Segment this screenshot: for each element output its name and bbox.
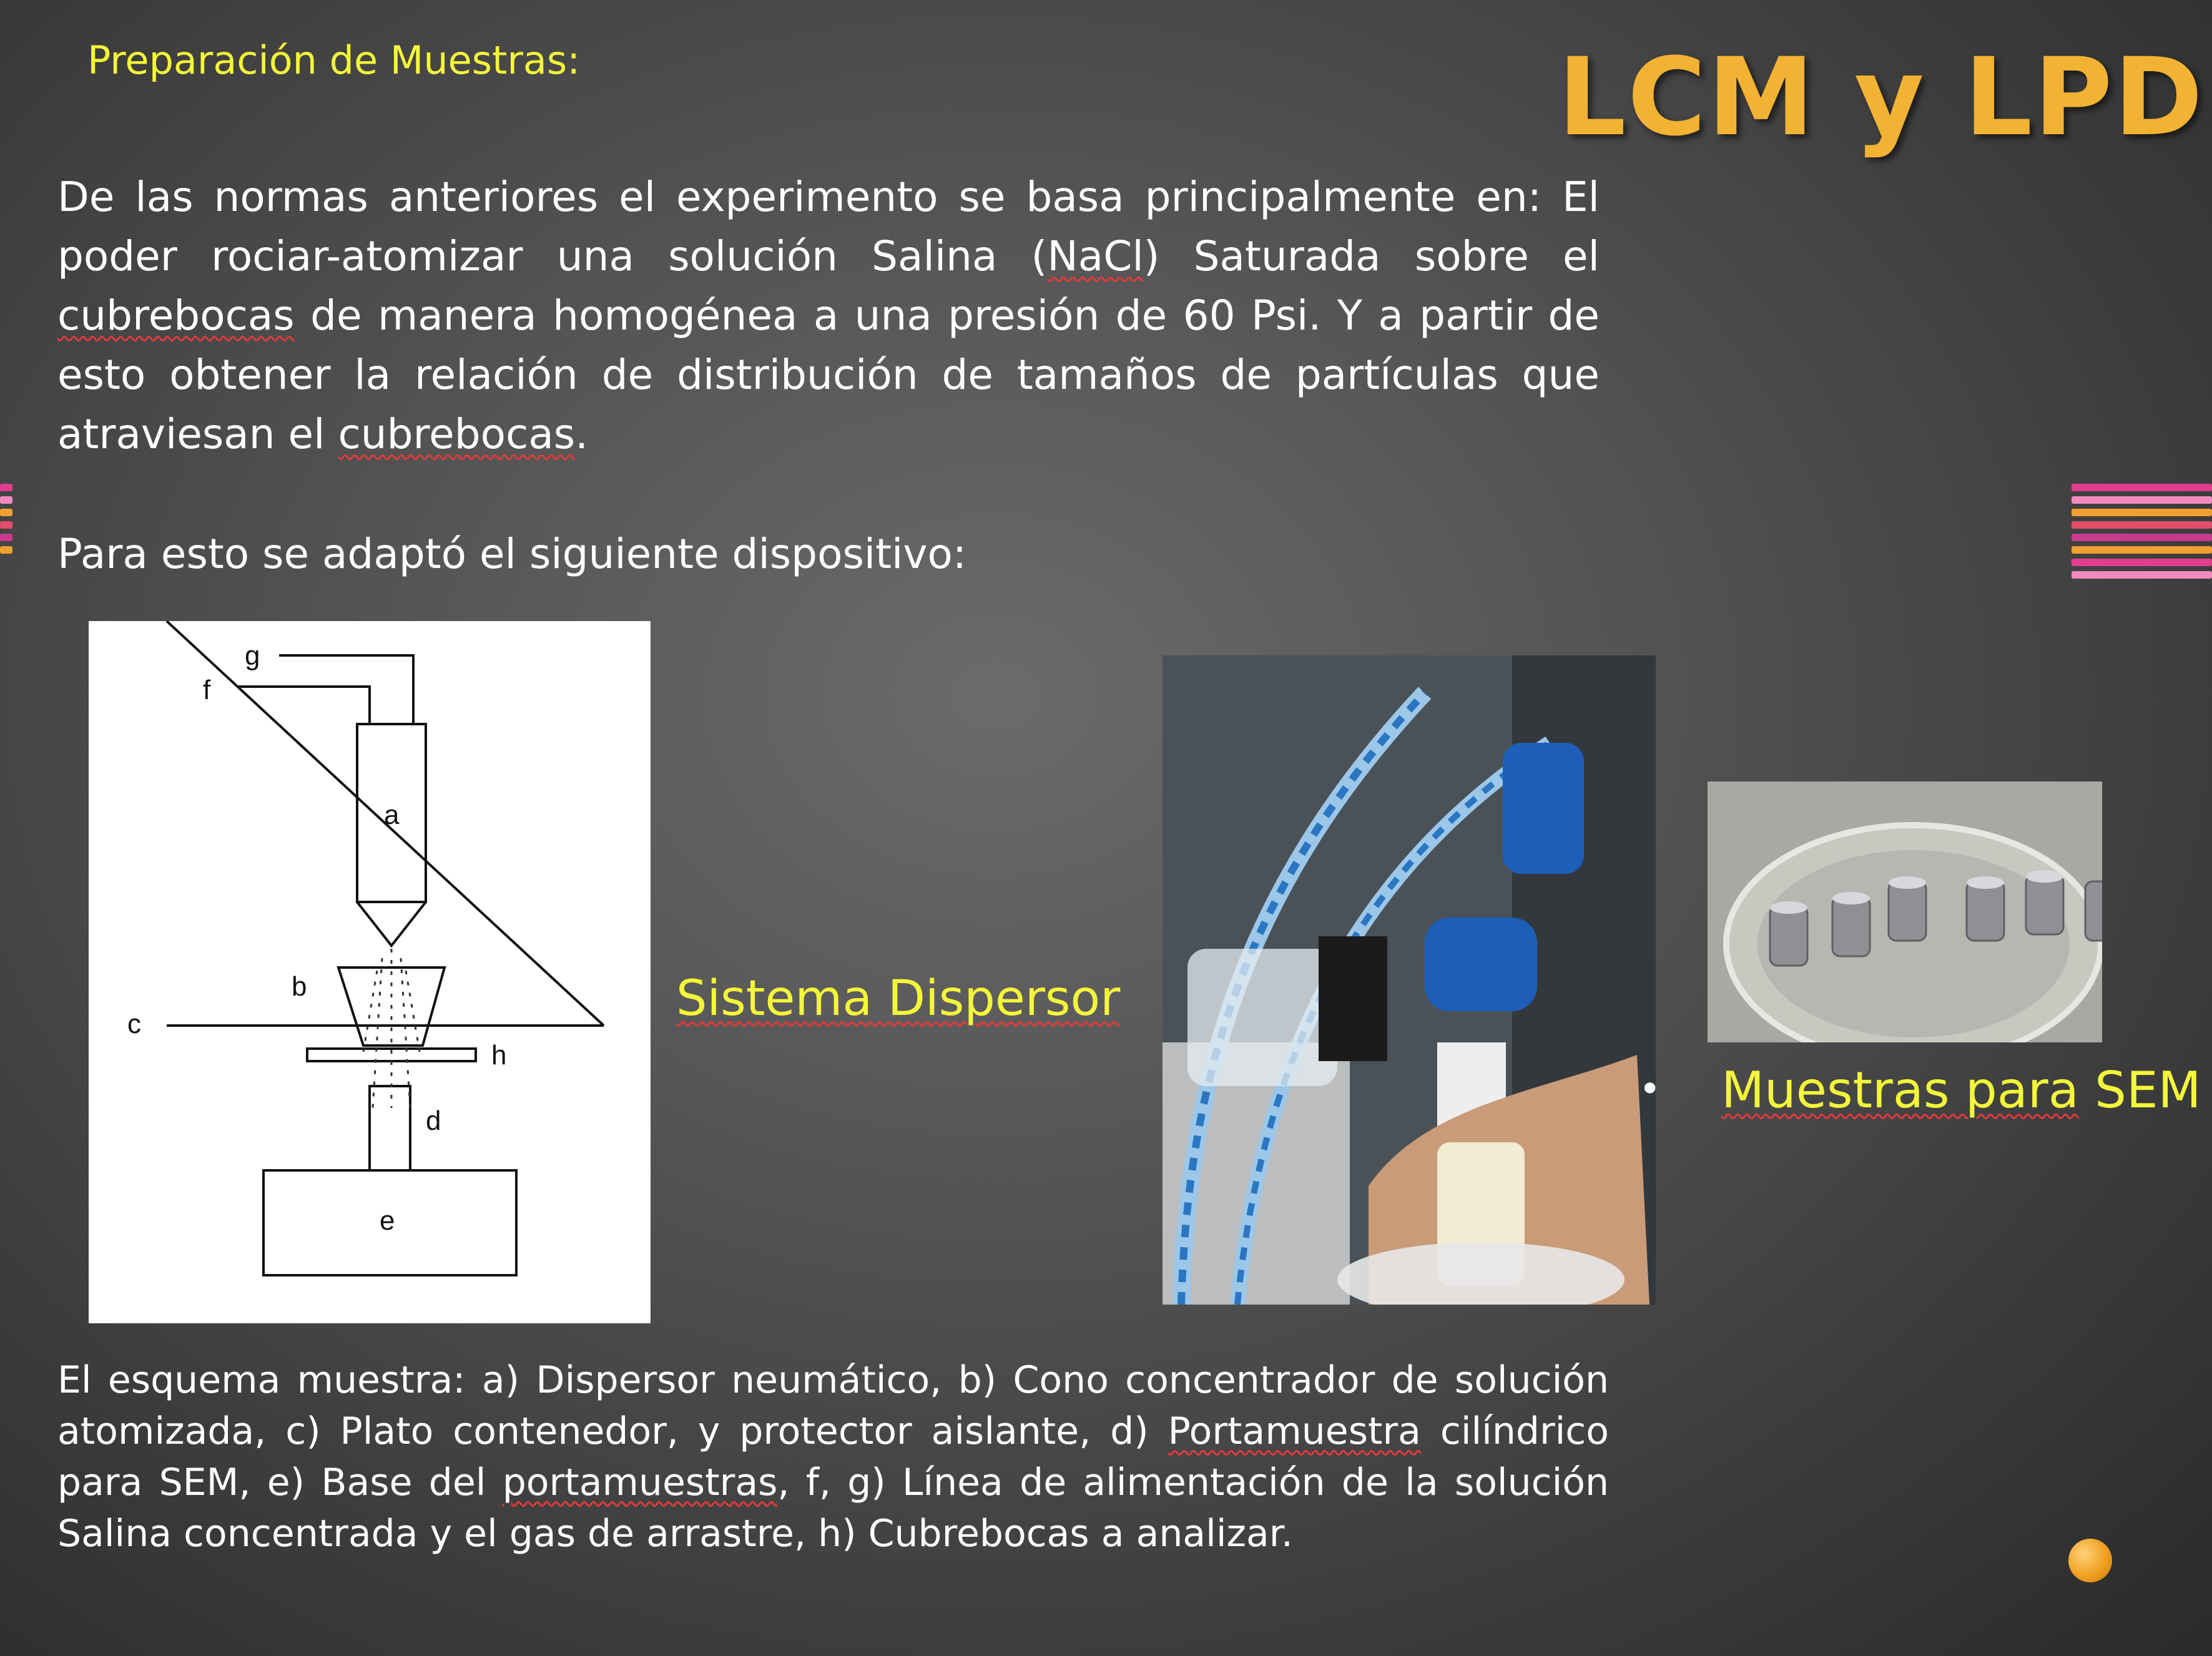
cubrebocas-term-1: cubrebocas	[57, 292, 295, 340]
dispersor-photo-svg	[1163, 655, 1656, 1305]
sistema-dispersor-label: Sistema Dispersor	[676, 971, 1121, 1027]
intro-text-4: .	[575, 410, 589, 458]
nacl-term: NaCl	[1047, 232, 1144, 280]
label-a: a	[384, 800, 400, 830]
sem-samples-svg	[1708, 781, 2102, 1042]
intro-paragraph	[57, 167, 1600, 464]
cubrebocas-term-2: cubrebocas	[338, 410, 576, 458]
label-h: h	[491, 1040, 507, 1071]
device-intro-text: Para esto se adaptó el siguiente dispositivo:	[57, 530, 967, 578]
slide-subtitle: Preparación de Muestras:	[87, 37, 581, 83]
label-e: e	[380, 1205, 395, 1236]
muestras-sem-label-part1: Muestras para	[1721, 1061, 2079, 1119]
sem-samples-photo	[1708, 781, 2102, 1042]
bullet-dot: •	[1639, 1067, 1661, 1111]
label-g: g	[245, 640, 260, 671]
intro-text-1: De las normas anteriores el experimento se basa principalmente en: El poder rociar-atomizar una solución Salina (	[57, 173, 1600, 280]
left-accent-stripes	[0, 484, 12, 559]
label-f: f	[203, 675, 211, 705]
dispersor-photo	[1163, 655, 1656, 1305]
diagram-svg	[89, 621, 651, 1323]
portamuestra-term: Portamuestra	[1167, 1409, 1421, 1453]
dispersor-diagram	[89, 621, 651, 1323]
orange-dot-decoration	[2068, 1539, 2112, 1582]
caption-text-3: , f, g) Línea de alimentación de la solución Salina concentrada y el gas de arrastre, h) Cubrebocas a analizar.	[57, 1461, 1609, 1556]
right-accent-stripes	[2072, 484, 2212, 584]
slide-title: LCM y LPD	[1558, 34, 2205, 160]
label-b: b	[292, 971, 307, 1002]
muestras-sem-label-part2: SEM	[2078, 1061, 2201, 1119]
intro-text-3: de manera homogénea a una presión de 60 Psi. Y a partir de esto obtener la relación de distribución de tamaños de partículas que atraviesan el	[57, 292, 1600, 458]
intro-text-2: ) Saturada sobre el	[1143, 232, 1600, 280]
muestras-sem-label	[1721, 1061, 2201, 1119]
label-c: c	[127, 1009, 141, 1039]
caption-text-1: El esquema muestra: a) Dispersor neumático, b) Cono concentrador de solución atomizada, c) Plato contenedor, y protector aislante, d)	[57, 1358, 1609, 1453]
caption-text-2: cilíndrico para SEM, e) Base del	[57, 1409, 1609, 1504]
portamuestras-term: portamuestras	[502, 1461, 778, 1504]
label-d: d	[426, 1105, 441, 1136]
diagram-caption	[57, 1355, 1609, 1559]
